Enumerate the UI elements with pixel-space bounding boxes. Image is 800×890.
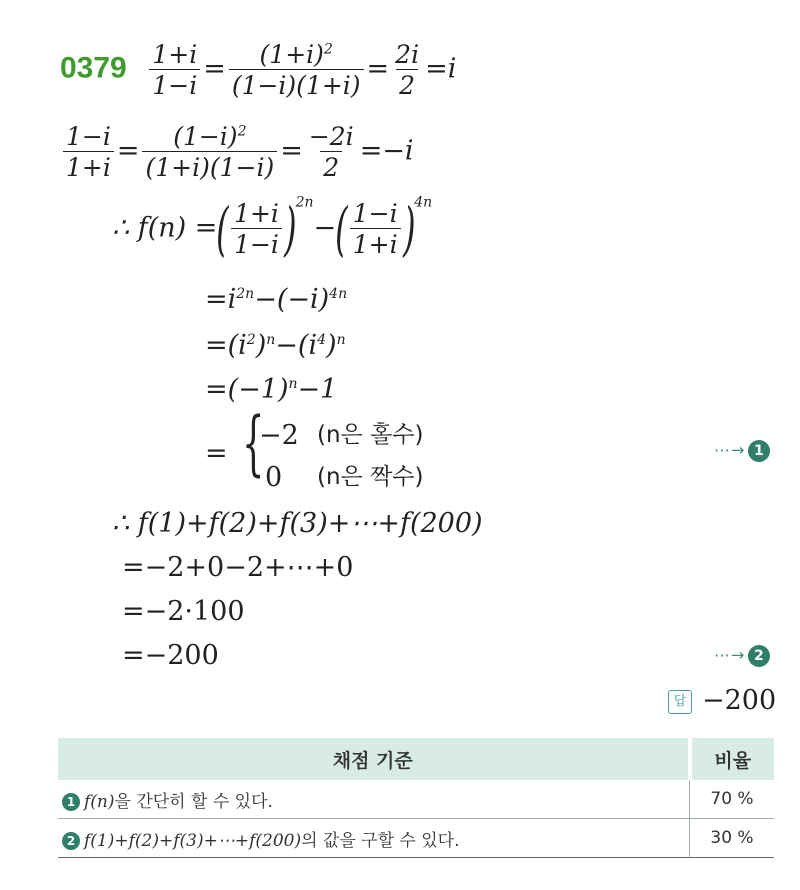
header-criteria: 채점 기준 <box>58 738 690 780</box>
table-row: 2 f(1)+f(2)+f(3)+⋯+f(200)의 값을 구할 수 있다. 30 % <box>58 819 774 858</box>
scoring-table <box>58 738 774 858</box>
sum-step-2: =−2·100 <box>122 596 245 627</box>
table-header <box>58 738 774 780</box>
line-1: 0379 $\frac{1+i}{1-i}$ = $\frac{(1+i)^2}{(1-i)(1+i)}$ = $\frac{2i}{2}$ =i <box>60 40 457 100</box>
frac-1: $\frac{1+i}{1-i}$ <box>149 42 200 98</box>
answer <box>668 687 776 714</box>
line-6: $=(-1)^n-1$ <box>205 374 338 405</box>
line-2: $\frac{1-i}{1+i}$ = $\frac{(1-i)^2}{(1+i)(1-i)}$ = $\frac{-2i}{2}$ =−i <box>60 124 414 180</box>
sum-step-1: =−2+0−2+⋯+0 <box>122 552 354 583</box>
marker-2: ⋯→ 2 <box>714 645 770 667</box>
frac-6: $\frac{-2i}{2}$ <box>308 122 354 182</box>
answer-value: −200 <box>702 685 777 716</box>
answer-badge: 답 <box>668 690 692 714</box>
cases: = { −2 (n은 홀수) 0 (n은 짝수) <box>205 402 424 493</box>
sum-line: ∴ f(1)+f(2)+f(3)+⋯+f(200) <box>112 508 483 539</box>
line-4: $=i^{2n}-(-i)^{4n}$ <box>205 284 348 315</box>
frac-4: $\frac{1-i}{1+i}$ <box>63 124 114 180</box>
header-ratio: 비율 <box>690 738 775 780</box>
line-3: ∴ f(n) =( $\frac{1+i}{1-i}$ )$^{2n}$−( $\frac{1-i}{1+i}$ )$^{4n}$ <box>112 194 433 263</box>
sum-step-3: =−200 <box>122 640 219 671</box>
table-row: 1 f(n)을 간단히 할 수 있다. 70 % <box>58 780 774 819</box>
problem-number: 0379 <box>60 51 127 85</box>
marker-1: ⋯→ 1 <box>714 440 770 462</box>
frac-2: $\frac{(1+i)^2}{(1-i)(1+i)}$ <box>229 42 364 98</box>
frac-3: $\frac{2i}{2}$ <box>395 40 420 100</box>
frac-5: $\frac{(1-i)^2}{(1+i)(1-i)}$ <box>142 124 277 180</box>
line-5: $=(i^2)^n-(i^4)^n$ <box>205 330 346 361</box>
